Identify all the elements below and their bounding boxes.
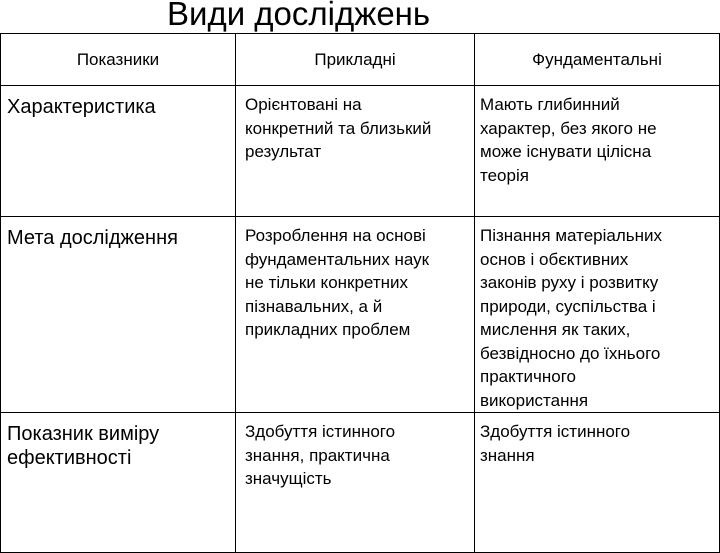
header-applied: Прикладні	[236, 34, 475, 86]
table-row	[1, 86, 720, 217]
row-label-goal: Мета дослідження	[7, 227, 178, 249]
header-fundamental: Фундаментальні	[475, 34, 720, 86]
applied-characteristic: Орієнтовані на конкретний та близький результат	[245, 95, 432, 161]
table-row	[1, 217, 720, 413]
table-row	[1, 413, 720, 553]
row-label-efficiency: Показник виміру ефективності	[7, 423, 160, 469]
page-title: Види досліджень	[167, 0, 431, 32]
research-types-table	[0, 33, 720, 553]
fundamental-characteristic: Мають глибинний характер, без якого не може існувати цілісна теорія	[480, 95, 657, 185]
fundamental-goal: Пізнання матеріальних основ і обєктивних законів руху і розвитку природи, суспільства і мислення як таких, безвідносно до їхнього практичного використання	[480, 226, 663, 410]
applied-efficiency: Здобуття істинного знання, практична значущість	[245, 422, 396, 488]
header-indicators: Показники	[1, 34, 236, 86]
applied-goal: Розроблення на основі фундаментальних наук не тільки конкретних пізнавальних, а й прикладних проблем	[245, 226, 430, 339]
fundamental-efficiency: Здобуття істинного знання	[480, 422, 631, 465]
row-label-characteristic: Характеристика	[7, 96, 156, 118]
table-header-row	[1, 34, 720, 86]
